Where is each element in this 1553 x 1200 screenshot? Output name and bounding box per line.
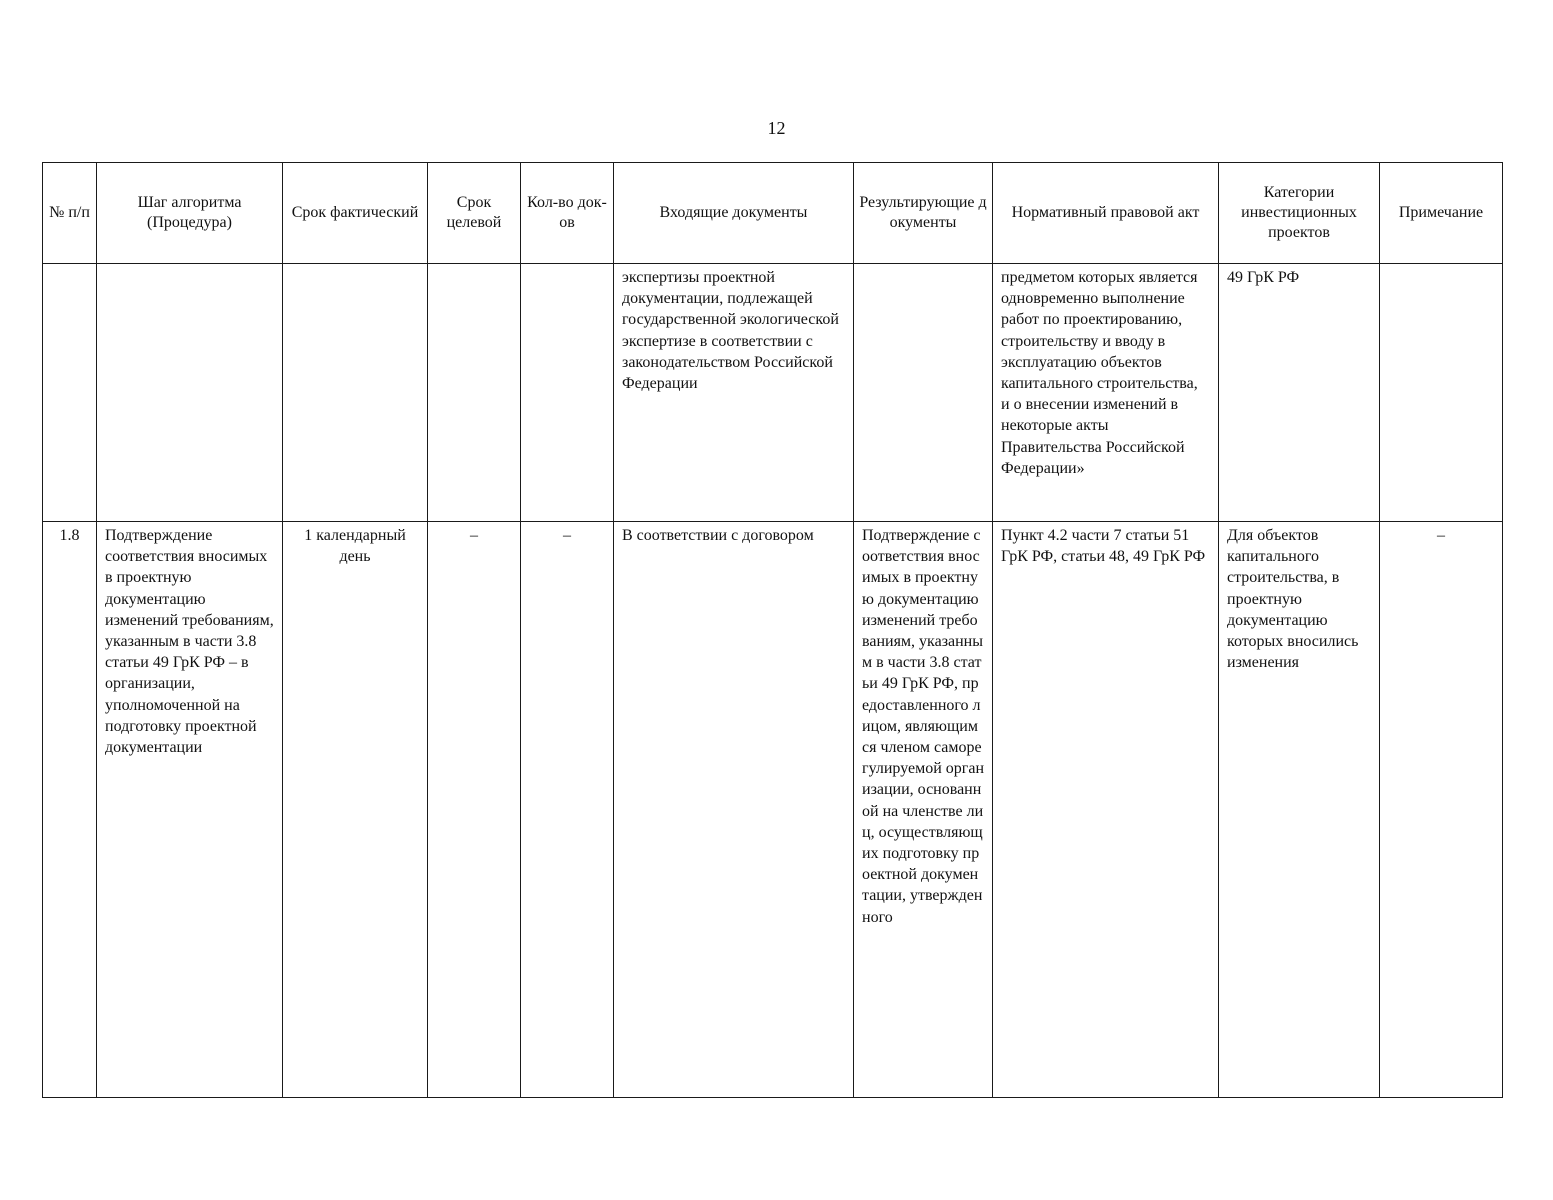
header-term-target: Срок целевой	[428, 163, 521, 264]
cell-term-target	[428, 264, 521, 522]
cell-num: 1.8	[43, 522, 97, 1098]
algorithm-table	[42, 162, 1503, 1098]
cell-categories: Для объектов капитального строительства, в проектную документацию которых вносились изменения	[1219, 522, 1380, 1098]
cell-note: –	[1380, 522, 1503, 1098]
header-doc-count: Кол-во док-ов	[521, 163, 614, 264]
cell-note	[1380, 264, 1503, 522]
cell-legal-act: Пункт 4.2 части 7 статьи 51 ГрК РФ, статьи 48, 49 ГрК РФ	[993, 522, 1219, 1098]
header-legal-act: Нормативный правовой акт	[993, 163, 1219, 264]
table-row	[43, 522, 1503, 1098]
cell-result-docs: Подтверждение соответствия вносимых в проектную документацию изменений требованиям, указанным в части 3.8 статьи 49 ГрК РФ, предоставленного лицом, являющимся членом саморегулируемой организации, основанной на членстве лиц, осуществляющих подготовку проектной документации, утвержденного	[854, 522, 993, 1098]
header-num: № п/п	[43, 163, 97, 264]
cell-term-actual	[283, 264, 428, 522]
header-note: Примечание	[1380, 163, 1503, 264]
table-row	[43, 264, 1503, 522]
cell-step: Подтверждение соответствия вносимых в проектную документацию изменений требованиям, указанным в части 3.8 статьи 49 ГрК РФ – в организации, уполномоченной на подготовку проектной документации	[97, 522, 283, 1098]
cell-legal-act: предметом которых является одновременно выполнение работ по проектированию, строительству и вводу в эксплуатацию объектов капитального строительства, и о внесении изменений в некоторые акты Правительства Российской Федерации»	[993, 264, 1219, 522]
cell-result-docs	[854, 264, 993, 522]
cell-term-actual: 1 календарный день	[283, 522, 428, 1098]
cell-incoming-docs: В соответствии с договором	[614, 522, 854, 1098]
cell-term-target: –	[428, 522, 521, 1098]
cell-doc-count	[521, 264, 614, 522]
header-term-actual: Срок фактический	[283, 163, 428, 264]
cell-categories: 49 ГрК РФ	[1219, 264, 1380, 522]
header-step: Шаг алгоритма (Процедура)	[97, 163, 283, 264]
header-incoming-docs: Входящие документы	[614, 163, 854, 264]
table-header-row	[43, 163, 1503, 264]
header-categories: Категории инвестиционных проектов	[1219, 163, 1380, 264]
cell-incoming-docs: экспертизы проектной документации, подлежащей государственной экологической экспертизе в соответствии с законодательством Российской Федерации	[614, 264, 854, 522]
header-result-docs: Результирующие документы	[854, 163, 993, 264]
cell-num	[43, 264, 97, 522]
cell-step	[97, 264, 283, 522]
page-number: 12	[767, 118, 786, 138]
cell-doc-count: –	[521, 522, 614, 1098]
